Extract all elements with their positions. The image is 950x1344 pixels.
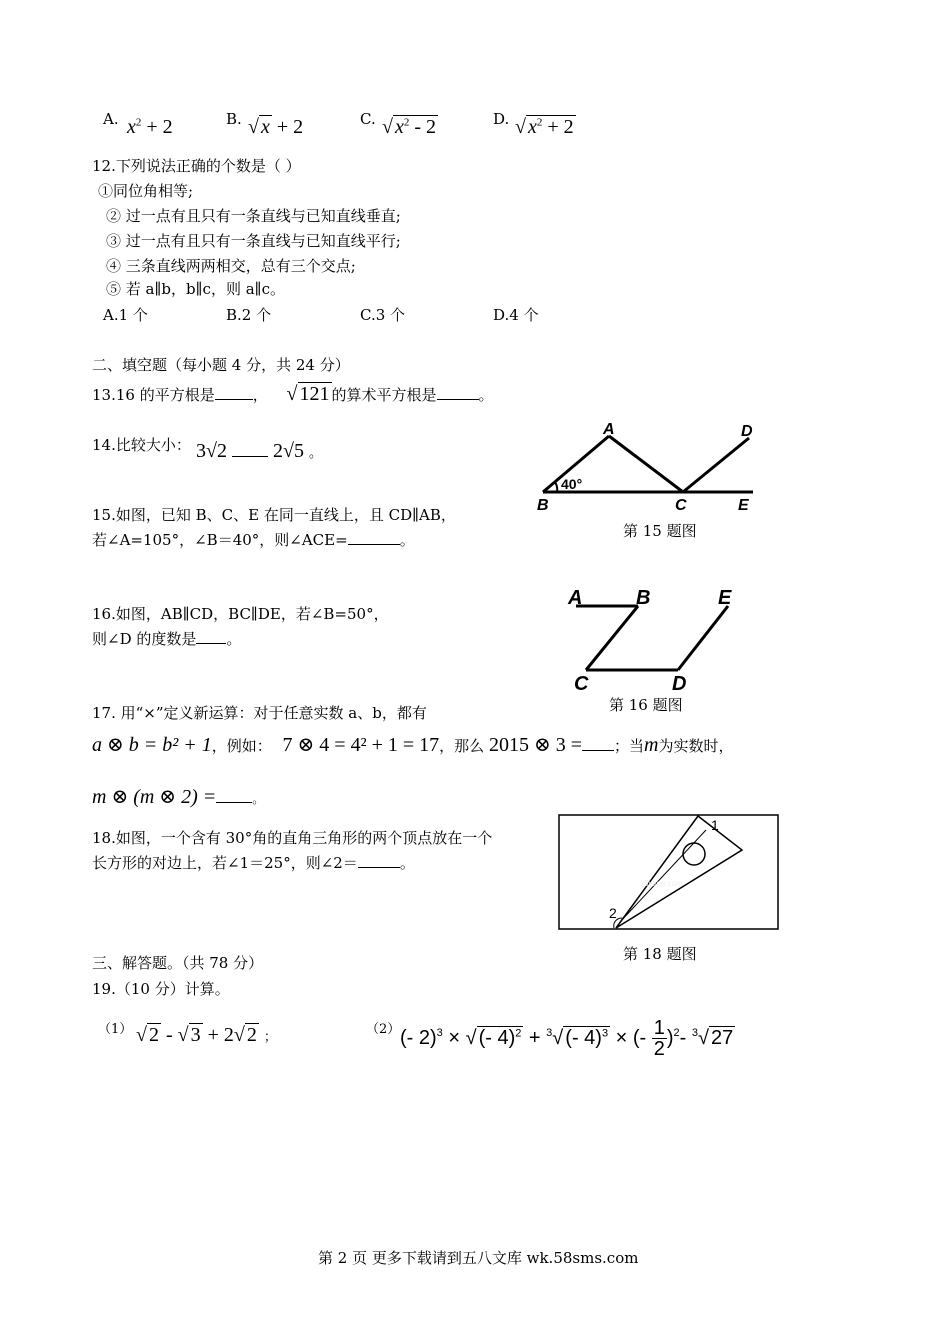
label-e: E: [738, 497, 749, 514]
q19-part1-expr: √ 2 - √ 3 + 2√ 2 ；: [136, 1024, 277, 1046]
q15-figure: [535, 418, 760, 514]
q15-line2: 若∠A=105°，∠B＝40°，则∠ACE= 。: [92, 531, 415, 549]
angle-40: 40°: [561, 476, 583, 492]
label-b: B: [537, 497, 549, 514]
label-a: A: [568, 587, 583, 609]
q14-label: 14.比较大小：: [92, 436, 191, 454]
q19-part1-label: （1）: [98, 1022, 133, 1037]
q19-part2-expr: (- 2)$^3$ × √ (- 4)$^2$ + $^3$√ (- 4)$^3$ × (- $\frac{1}{2}$ )$^2$- $^3$√ 27: [400, 1017, 734, 1060]
q11-option-d-expr: √ $x^2 + 2$: [515, 116, 574, 138]
q14-expr: 3√2 2√5 。: [196, 440, 322, 462]
q12-item-3: ③ 过一点有且只有一条直线与已知直线平行;: [106, 232, 401, 250]
q18-line2: 长方形的对边上，若∠1＝25°，则∠2＝ 。: [92, 854, 415, 872]
q11-option-b-label: B.: [226, 110, 242, 128]
label-c: C: [574, 673, 589, 694]
q17-line2: a ⊗ b = b² + 1，例如： 7 ⊗ 4 = 4² + 1 = 17，那么 2015 ⊗ 3 = ；当m为实数时，: [92, 734, 734, 756]
q12-option-a: A.1 个: [103, 306, 148, 324]
section-3-heading: 三、解答题。（共 78 分）: [92, 954, 264, 972]
label-d: D: [672, 673, 687, 694]
q11-option-a-label: A.: [103, 110, 119, 128]
q18-caption: 第 18 题图: [623, 945, 697, 963]
q12-option-c: C.3 个: [360, 306, 406, 324]
q18-figure: [558, 814, 780, 932]
label-angle-2: 2: [609, 905, 617, 921]
section-2-heading: 二、填空题（每小题 4 分，共 24 分）: [92, 356, 350, 374]
label-c: C: [675, 497, 687, 514]
label-d: D: [741, 423, 753, 440]
q12-option-b: B.2 个: [226, 306, 272, 324]
page-footer: 第 2 页 更多下载请到五八文库 wk.58sms.com: [318, 1249, 639, 1267]
label-angle-1: 1: [711, 817, 719, 833]
q12-item-4: ④ 三条直线两两相交，总有三个交点;: [106, 257, 356, 275]
line-cd: [683, 438, 749, 492]
q12-option-d: D.4 个: [493, 306, 539, 324]
watermark: 5yson.com: [644, 879, 683, 888]
line-de: [678, 606, 728, 670]
q12-item-2: ② 过一点有且只有一条直线与已知直线垂直;: [106, 207, 401, 225]
q11-option-c-label: C.: [360, 110, 376, 128]
q15-line1: 15.如图，已知 B、C、E 在同一直线上，且 CD∥AB，: [92, 506, 456, 524]
label-e: E: [718, 587, 732, 609]
q16-line2: 则∠D 的度数是 。: [92, 630, 242, 648]
line-ac: [609, 436, 683, 492]
q11-option-b-expr: √ x + 2: [248, 116, 304, 138]
label-b: B: [636, 587, 651, 609]
q11-option-c-expr: √ $x^2 - 2$: [382, 116, 437, 138]
q19-stem: 19.（10 分）计算。: [92, 980, 230, 998]
q16-caption: 第 16 题图: [609, 696, 683, 714]
q17-line1: 17. 用“×”定义新运算：对于任意实数 a、b，都有: [92, 704, 427, 722]
q12-item-1: ①同位角相等;: [98, 182, 194, 200]
q12-item-5: ⑤ 若 a∥b，b∥c，则 a∥c。: [106, 280, 285, 298]
q17-line3: m ⊗ (m ⊗ 2) = 。: [92, 786, 265, 808]
q19-part2-label: （2）: [366, 1022, 401, 1037]
q16-line1: 16.如图，AB∥CD，BC∥DE，若∠B=50°，: [92, 605, 389, 623]
q15-caption: 第 15 题图: [623, 522, 697, 540]
q16-figure: [562, 584, 742, 694]
q11-option-d-label: D.: [493, 110, 510, 128]
q12-stem: 12.下列说法正确的个数是（ ）: [92, 157, 301, 175]
q18-line1: 18.如图，一个含有 30°角的直角三角形的两个顶点放在一个: [92, 829, 493, 847]
q11-option-a-expr: $x^2 + 2$: [127, 116, 173, 138]
q13-text: 13.16 的平方根是 ， √ 121 的算术平方根是 。: [92, 383, 494, 405]
line-bc: [586, 606, 638, 670]
label-a: A: [603, 421, 615, 438]
